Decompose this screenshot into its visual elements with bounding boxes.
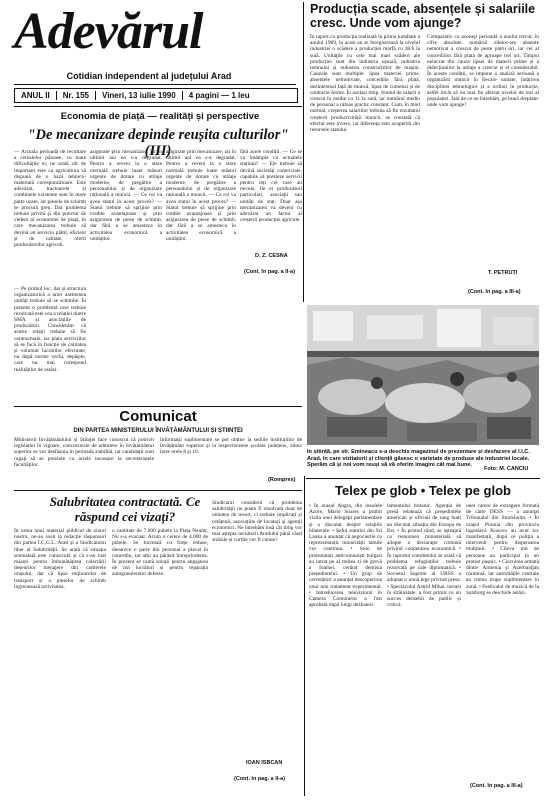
salubrity-headline: Salubritatea contractată. Ce răspund cei vizați? <box>49 494 201 524</box>
newspaper-logo: Adevărul <box>14 3 203 60</box>
production-text-col1: În raport cu producția realizată în prima jumătate a anului 1989, în acest an se înregistrează la nivelul industriei o scădere a producției marfă cu 38,6 la sută. Unităţile cu cele mai mari scăderi ale producției sunt din industria ușoară, industria lemnului și industria construcțiilor de mașini. Cauzele sunt multiple: lipsa materiei prime, absențele nemotivate, concediile fără plată, dezinteresul față de muncă, lipsa de comenzi și de contracte ferme. În același timp, fondul de salarii a crescut în medie cu 11 la sută, iar numărul mediu de personal a rămas practic constant. Cum, în mod normal, creșterea salariilor trebuia să fie rezultatul creșterii productivității muncii, se constată că efectul este invers, iar diferența este acoperită din resursele statului. <box>310 34 420 134</box>
telex-headline: Telex pe glob • Telex pe glob <box>335 483 511 498</box>
economy-text-col3: asigurate prin mecanizare, iar în ultimii ani ea s-a degradat. Pentru a reveni la o stare normală trebuie luate măsuri urgente de dotare cu utilaje moderne, de pregătire a personalului și de organizare rațională a muncii. — Ce rol va avea statul în acest proces? — Statul trebuie să sprijine prin credite avantajoase și prin asigurarea de piese de schimb, dar fără a se amesteca în activitatea economică a unităților. <box>166 149 236 242</box>
salubrity-text-col2: o cantitate de 7.000 pubele la Piața Neamț. Nu s-a evacuat. Acum o cerere de 4.000 de pubele. Se lucrează cu forțe reduse, deoarece o parte din personal a plecat în concediu, iar alții au părăsit întreprinderea. În prezent se caută soluții pentru angajarea de noi lucrători și pentru reparația autogunoierelor defecte. <box>112 528 208 578</box>
issue-date: Vineri, 13 iulie 1990 <box>96 91 183 100</box>
salubrity-text-col1: În urma unui material publicat de ziarul nostru, ne-au sosit la redacție răspunsuri din partea I.C.G.L. Arad și a Sindicatului liber al Salubrității. Se arată că situația semnalată este cunoscută și că s-au luat măsuri pentru îmbunătățirea colectării deșeurilor menajere din cartierele orașului, dar că lipsa mijloacelor de transport și a pieselor de schimb îngreunează activitatea. <box>14 528 106 590</box>
economy-text-col1: — Actuala perioadă de recoltare a cerealelor păioase, cu toate dificultățile ei, ne arată cât de important este ca agricultura să dispună de o bază tehnico-materială corespunzătoare. Este adevărat, tractoarele și combinele existente sunt în mare parte uzate, iar piesele de schimb se procură greu. Dar problema trebuie privită și din punctul de vedere al economiei de piață, în care mecanizarea trebuie să devină un serviciu plătit, eficient și de calitate, oferit producătorilor agricoli. <box>14 149 86 249</box>
economy-text-col1b: — Pe primul loc, dar și structura organizatorică a unor asemenea unități trebuie să se schimbe. În prezent o problemă care trebuie rezolvată este cea a relației dintre SMA și asociațiile de producători. Considerăm că aceste relații trebuie să fie contractuale, iar plata serviciilor să se facă în funcție de calitatea și volumul lucrărilor efectuate, nu după norme vechi, depășite, care nu mai corespund realităților de astăzi. <box>14 286 86 373</box>
economy-headline: "De mecanizare depinde reușita culturilor" (III) <box>27 127 289 159</box>
production-text-col2: Comparativ cu aceeași perioadă a anului trecut, în cifre absolute, numărul zilelor-om absente nemotivat a crescut de peste patru ori, iar cel al concediilor fără plată de aproape trei ori. Timpul nelucrat din cauza lipsei de materii prime și a defecțiunilor la utilaje a crescut și el considerabil. În aceste condiții, se impune o analiză serioasă a organizării muncii în fiecare unitate, întărirea disciplinei tehnologice și a ordinii în producție, astfel încât să nu mai fie afectat nivelul de trai al populației. Iată de ce ne întrebăm, pe bună dreptate: unde vom ajunge? <box>427 34 539 109</box>
masthead-info-bar <box>14 88 298 103</box>
photo-credit: Foto: M. CANCIU <box>484 466 529 472</box>
telex-text-col3: unei carere de extragere formată de către DESS — a anunțat Tribunalul din Stockholm. • În orașul Prouna din provincia iugoslavă Kosovo au avut loc manifestații, după ce poliția a intervenit pentru dispersarea mulțimii. • Cîteva mii de persoane au participat la un protest pașnic. • Ciocnirea armată dintre Armenia și Azerbaidjan continuă, iar autoritățile centrale au trimis trupe suplimentare în zonă. • Festivalul de muzică de la Salzburg se deschide astăzi. <box>466 503 539 596</box>
production-continuation: (Cont. în pag. a III-a) <box>468 289 521 295</box>
economy-text-col4: fără acele condiții. — Ce se va întâmpla cu actualele stațiuni? — Ele trebuie să devină societăți comerciale, capabile să presteze servicii pentru toți cei care au nevoie, fie ei producători particulari, asociații sau unități de stat. Doar așa mecanizarea va deveni cu adevărat un factor al creșterii producției agricole. <box>240 149 302 224</box>
comunicat-subtitle: DIN PARTEA MINISTERULUI ÎNVĂȚĂMÂNTULUI ȘI ȘTIINȚEI <box>73 428 243 434</box>
production-headline: Producția scade, absențele și salariile cresc. Unde vom ajunge? <box>310 2 536 30</box>
newspaper-subtitle: Cotidian independent al județului Arad <box>66 71 232 81</box>
salubrity-author: IOAN ISBCAN <box>246 760 283 766</box>
production-author: T. PETRUȚI <box>488 270 518 276</box>
economy-text-col2: asigurate prin mecanizare, iar în ultimii ani ea s-a degradat. Pentru a reveni la o stare normală trebuie luate măsuri urgente de dotare cu utilaje moderne, de pregătire a personalului și de organizare rațională a muncii. — Ce rol va avea statul în acest proces? — Statul trebuie să sprijine prin credite avantajoase și prin asigurarea de piese de schimb, dar fără a se amesteca în activitatea economică a unităților. <box>90 149 162 242</box>
issue-number: Nr. 155 <box>57 91 96 100</box>
salubrity-text-col3: Sindicatul consideră că problema salubrității nu poate fi rezolvată doar de unitatea de resort, ci trebuie implicați și cetățenii, asociațiile de locatari și agenții economici. Ne întrebăm însă cât timp vor mai aștepta locuitorii Aradului până când străzile și curțile vor fi curate? <box>212 500 302 544</box>
store-photo <box>307 305 539 445</box>
year-label: ANUL II <box>15 91 57 100</box>
comunicat-source: (Rompres) <box>268 477 296 483</box>
salubrity-continuation: (Cont. în pag. a II-a) <box>234 776 286 782</box>
price-pages: 4 pagini — 1 leu <box>188 91 250 100</box>
telex-text-col2: lamentului britanic. Agenția de presă relatează că președintele american și oficiali de rang înalt au discutat situația din Europa de Est. • În primul rând, se așteaptă ca reuniunea ministerială să adopte o declarație comună privind cooperarea economică. • În raportul comitetului se arată că problema refugiaților trebuie rezolvată pe cale diplomatică. • Sovietul Suprem al URSS a adoptat o nouă lege privind presa. • Spectacolul Astrid Mihai, turneu în străinătate, a fost primit cu un succes deosebit de public și critică. <box>387 503 461 609</box>
comunicat-text-col2: Informații suplimentare se pot obține la sediile instituțiilor de învățământ superior și la inspectoratele școlare județene, zilnic între orele 8 și 16. <box>160 437 302 456</box>
store-photo-image <box>307 305 539 445</box>
economy-kicker: Economia de piață — realități și perspective <box>60 111 260 122</box>
photo-caption: În știință, pe str. Emineacu s-a deschis magazinul de prezentare și desfacere al I.I.C. Arad, în care vizitatorii și clienții găsesc o varietate de produse ale industriei locale. Sperăm că și noi vom reuși să vă oferim imagini cât mai bune. <box>307 449 530 469</box>
economy-author: D. Z. CESNA <box>255 253 288 259</box>
telex-continuation: (Cont. în pag. a III-a) <box>470 783 523 789</box>
telex-text-col1: • În orașul Angra, din insulele Azore, Mario Soares a primit vizita unei delegații parlamentare și a discutat despre relațiile bilaterale. • Şeful statului din Sri Lanka a anunțat că negocierile cu reprezentanții minorității tamile vor continua. • Soto de protestatari anticomuniști bulgari au intrat pe al treilea zi de grevă a foamei, cerând demisia președintelui. • Un grup de cercetători a anunțat descoperirea unui nou tratament experimental. • Introducerea televiziunii în Camera Comunelor a fost aprobată după lungi dezbateri. <box>309 503 382 609</box>
economy-continuation: (Cont. în pag. a II-a) <box>244 269 296 275</box>
comunicat-text-col1: Ministerul Învățământului și Științei face cunoscut că potrivit legislației în vigoare, concursurile de admitere în învățământul superior se vor desfășura în perioada stabilită, iar candidații sunt rugați să se prezinte cu actele necesare la secretariatele facultăților. <box>14 437 154 468</box>
comunicat-headline: Comunicat <box>119 408 197 425</box>
